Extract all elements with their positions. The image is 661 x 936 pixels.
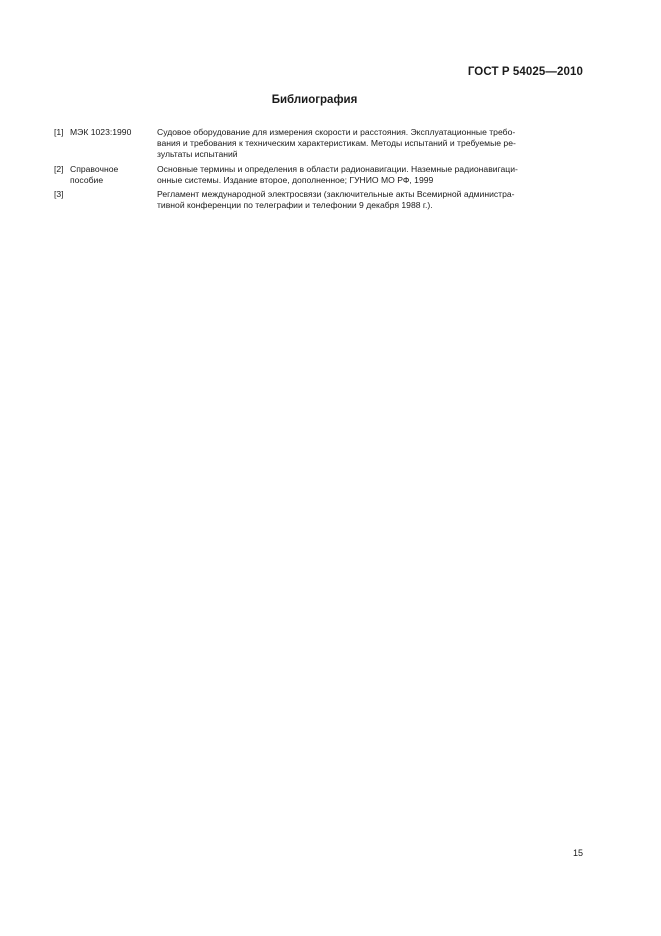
entry-source: МЭК 1023:1990 bbox=[70, 127, 132, 137]
bibliography-entry bbox=[54, 189, 584, 211]
entry-text: Судовое оборудование для измерения скорости и расстояния. Эксплуатационные требо- вания и требования к техническим характеристикам. Методы испытаний и требуемые ре- зультаты испытаний bbox=[157, 127, 516, 160]
entry-source: Справочное пособие bbox=[70, 163, 119, 185]
entry-number: [3] bbox=[54, 189, 64, 200]
bibliography-entry bbox=[54, 127, 584, 161]
section-title: Библиография bbox=[271, 94, 358, 106]
entry-source bbox=[70, 189, 157, 211]
entry-number: [2] bbox=[54, 163, 64, 174]
page-number: 15 bbox=[572, 848, 583, 858]
bibliography-list bbox=[54, 127, 584, 214]
entry-text: Регламент международной электросвязи (заключительные акты Всемирной администра- тивной конференции по телеграфии и телефонии 9 декабря 1988 г.). bbox=[157, 189, 515, 211]
bibliography-entry bbox=[54, 164, 584, 186]
entry-number: [1] bbox=[54, 127, 64, 137]
document-code: ГОСТ Р 54025—2010 bbox=[467, 66, 583, 78]
entry-text: Основные термины и определения в области радионавигации. Наземные радионавигаци- онные системы. Издание второе, дополненное; ГУНИО МО РФ, 1999 bbox=[157, 163, 518, 185]
